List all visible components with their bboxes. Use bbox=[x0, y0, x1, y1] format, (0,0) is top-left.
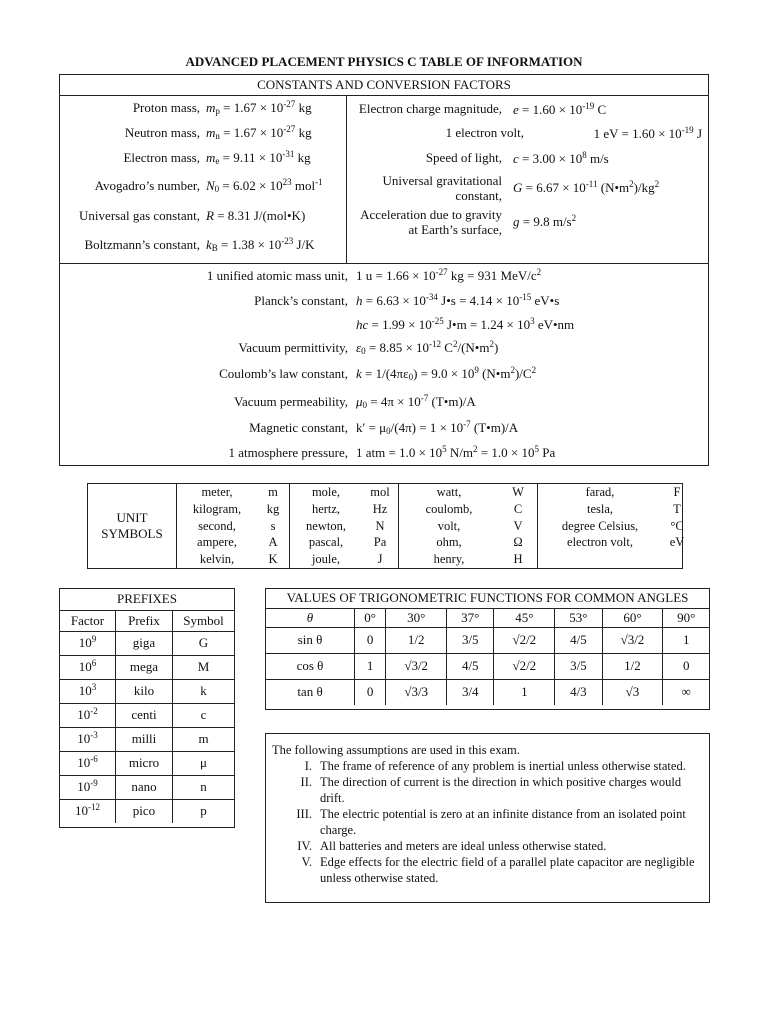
trig-column-header: θ bbox=[266, 608, 355, 627]
constant-value: 1 atm = $1.0 \times 10^5$ $N/m^2 = 1.0 \times 10^5$ Pa bbox=[356, 444, 556, 460]
unit-symbols-label: UNIT SYMBOLS bbox=[88, 484, 177, 568]
trig-row bbox=[266, 627, 709, 653]
trig-value: √3 bbox=[602, 679, 663, 705]
unit-symbol bbox=[290, 518, 398, 535]
constants-left-column bbox=[60, 96, 347, 263]
unit-abbrev: s bbox=[270, 518, 276, 533]
trig-value: 0 bbox=[355, 679, 386, 705]
constants-right-column bbox=[347, 96, 708, 263]
constant-value: g = 9.8 $m/s^2$ bbox=[513, 213, 577, 229]
constant-value: $e = 1.60 \times 10^{-19}$ C bbox=[513, 101, 607, 117]
unit-abbrev: eV bbox=[669, 535, 685, 550]
constant-value: $m_p = 1.67 \times 10^{-27}$ kg bbox=[206, 99, 312, 116]
unit-symbol bbox=[177, 518, 289, 535]
constant-value: R = 8.31 J/(mol•K) bbox=[206, 208, 306, 223]
unit-symbol bbox=[399, 534, 537, 551]
prefix-symbol: G bbox=[173, 631, 235, 655]
prefix-factor: $10^3$ bbox=[60, 679, 116, 703]
unit-symbol bbox=[290, 484, 398, 501]
trig-column-header: 30° bbox=[386, 608, 447, 627]
trig-value: 3/5 bbox=[447, 627, 494, 653]
unit-symbol bbox=[290, 551, 398, 568]
unit-name: electron volt, bbox=[567, 535, 633, 550]
constant-label: Avogadro’s number, bbox=[94, 178, 200, 193]
trig-function: cos θ bbox=[266, 653, 355, 679]
constant-value: 1 eV = $1.60 \times 10^{-19}$ J bbox=[593, 125, 702, 141]
prefix-factor: $10^{-3}$ bbox=[60, 727, 116, 751]
unit-name: degree Celsius, bbox=[561, 518, 639, 533]
trig-table bbox=[265, 588, 710, 710]
trig-value: ∞ bbox=[663, 679, 709, 705]
assumption-text: The frame of reference of any problem is inertial unless otherwise stated. bbox=[320, 759, 686, 773]
trig-column-header: 45° bbox=[494, 608, 555, 627]
assumption-text: The electric potential is zero at an infinite distance from an isolated point charge. bbox=[320, 807, 686, 837]
trig-column-header: 53° bbox=[555, 608, 602, 627]
unit-name: joule, bbox=[311, 552, 341, 567]
trig-function: tan θ bbox=[266, 679, 355, 705]
prefixes-heading: PREFIXES bbox=[60, 589, 234, 610]
assumptions-list bbox=[272, 758, 703, 886]
trig-value: √3/3 bbox=[386, 679, 447, 705]
constant-value: $m_n = 1.67 \times 10^{-27}$ kg bbox=[206, 124, 312, 141]
prefix-factor: $10^{-9}$ bbox=[60, 775, 116, 799]
prefix-factor: $10^6$ bbox=[60, 655, 116, 679]
assumption-item bbox=[272, 838, 703, 854]
prefix-row bbox=[60, 799, 234, 823]
constant-label: Acceleration due to gravity at Earth’s surface, bbox=[360, 207, 502, 237]
constant-label: 1 atmosphere pressure, bbox=[228, 445, 348, 460]
prefix-symbol: m bbox=[173, 727, 235, 751]
trig-value: 0 bbox=[663, 653, 709, 679]
assumption-item bbox=[272, 774, 703, 806]
assumptions-box bbox=[265, 733, 710, 903]
trig-value: 1 bbox=[355, 653, 386, 679]
trig-value: √3/2 bbox=[386, 653, 447, 679]
assumption-number: V. bbox=[301, 855, 312, 869]
unit-name: farad, bbox=[585, 485, 615, 499]
trig-row bbox=[266, 653, 709, 679]
unit-symbol bbox=[399, 501, 537, 518]
unit-abbrev: V bbox=[513, 518, 523, 533]
trig-row bbox=[266, 679, 709, 705]
prefix-factor: $10^{-6}$ bbox=[60, 751, 116, 775]
unit-abbrev: W bbox=[512, 485, 524, 499]
unit-abbrev: kg bbox=[266, 501, 280, 516]
constant-label: Neutron mass, bbox=[124, 125, 200, 140]
unit-symbol bbox=[538, 551, 692, 568]
unit-name: tesla, bbox=[586, 501, 614, 516]
constant-label: Proton mass, bbox=[132, 100, 200, 115]
prefix-symbol: n bbox=[173, 775, 235, 799]
trig-value: 1/2 bbox=[602, 653, 663, 679]
prefix-factor: $10^{-12}$ bbox=[60, 799, 116, 823]
unit-symbol bbox=[177, 484, 289, 501]
prefix-factor: $10^{-2}$ bbox=[60, 703, 116, 727]
unit-abbrev: A bbox=[268, 535, 278, 550]
trig-heading: VALUES OF TRIGONOMETRIC FUNCTIONS FOR COMMON ANGLES bbox=[266, 589, 709, 608]
unit-name: coulomb, bbox=[425, 501, 473, 516]
prefix-row bbox=[60, 727, 234, 751]
unit-name: mole, bbox=[311, 485, 341, 499]
unit-name: kelvin, bbox=[199, 552, 235, 567]
trig-value: 4/5 bbox=[555, 627, 602, 653]
unit-symbol bbox=[177, 551, 289, 568]
unit-name: second, bbox=[198, 518, 236, 533]
constant-value: 1 $u = 1.66 \times 10^{-27}$ kg = 931 MeV/$c^2$ bbox=[356, 267, 542, 283]
trig-column-header: 90° bbox=[663, 608, 709, 627]
trig-value: 4/5 bbox=[447, 653, 494, 679]
unit-symbol bbox=[399, 518, 537, 535]
unit-symbol bbox=[538, 484, 692, 501]
constant-value: $N_0 = 6.02 \times 10^{23}$ mol$^{-1}$ bbox=[206, 177, 323, 194]
unit-name: hertz, bbox=[311, 501, 341, 516]
trig-function: sin θ bbox=[266, 627, 355, 653]
constant-label: Universal gas constant, bbox=[79, 208, 200, 223]
constant-value: $m_e = 9.11 \times 10^{-31}$ kg bbox=[206, 149, 311, 166]
constants-bottom-section bbox=[60, 264, 708, 464]
unit-symbol bbox=[538, 518, 692, 535]
unit-abbrev: H bbox=[513, 552, 523, 567]
trig-value: √2/2 bbox=[494, 653, 555, 679]
prefix-symbol: μ bbox=[173, 751, 235, 775]
prefix-name: pico bbox=[116, 799, 173, 823]
trig-value: √2/2 bbox=[494, 627, 555, 653]
trig-value: 0 bbox=[355, 627, 386, 653]
prefix-column-header: Factor bbox=[60, 610, 116, 631]
constant-value: $\varepsilon_0 = 8.85 \times 10^{-12}$ $C^2/(N•m^2)$ bbox=[356, 339, 499, 356]
constant-label: Electron charge magnitude, bbox=[358, 101, 502, 116]
constant-label: Magnetic constant, bbox=[249, 420, 348, 435]
constant-label: Boltzmann’s constant, bbox=[84, 237, 200, 252]
constant-label: 1 unified atomic mass unit, bbox=[206, 268, 348, 283]
prefix-name: mega bbox=[116, 655, 173, 679]
unit-name: henry, bbox=[433, 552, 465, 567]
constant-label: 1 electron volt, bbox=[445, 125, 524, 140]
trig-column-header: 0° bbox=[355, 608, 386, 627]
unit-name: ampere, bbox=[197, 535, 237, 550]
unit-symbol bbox=[290, 501, 398, 518]
assumption-number: I. bbox=[304, 759, 312, 773]
prefix-row bbox=[60, 679, 234, 703]
prefix-symbol: p bbox=[173, 799, 235, 823]
prefix-name: kilo bbox=[116, 679, 173, 703]
unit-abbrev: K bbox=[268, 552, 278, 567]
unit-name: volt, bbox=[437, 518, 461, 533]
prefix-name: centi bbox=[116, 703, 173, 727]
constant-value: hc = $1.99 \times 10^{-25}$ J•m = $1.24 \times 10^3$ eV•nm bbox=[356, 316, 575, 332]
unit-abbrev: Hz bbox=[372, 501, 388, 516]
assumption-text: All batteries and meters are ideal unless otherwise stated. bbox=[320, 839, 607, 853]
unit-symbol bbox=[399, 551, 537, 568]
prefix-factor: $10^9$ bbox=[60, 631, 116, 655]
prefix-symbol: c bbox=[173, 703, 235, 727]
unit-name: pascal, bbox=[308, 535, 344, 550]
prefix-column-header: Prefix bbox=[116, 610, 173, 631]
unit-name: newton, bbox=[306, 518, 346, 533]
unit-abbrev: N bbox=[375, 518, 385, 533]
constant-label: Electron mass, bbox=[123, 150, 200, 165]
prefix-column-header: Symbol bbox=[173, 610, 235, 631]
unit-column bbox=[399, 484, 538, 568]
assumption-number: III. bbox=[296, 807, 312, 821]
unit-symbol bbox=[177, 534, 289, 551]
prefix-name: giga bbox=[116, 631, 173, 655]
prefix-name: micro bbox=[116, 751, 173, 775]
prefix-symbol: M bbox=[173, 655, 235, 679]
assumption-item bbox=[272, 806, 703, 838]
prefix-name: milli bbox=[116, 727, 173, 751]
prefix-row bbox=[60, 751, 234, 775]
unit-name: watt, bbox=[436, 485, 462, 499]
constant-label: Vacuum permittivity, bbox=[238, 340, 348, 355]
unit-abbrev: C bbox=[513, 501, 523, 516]
assumption-number: II. bbox=[300, 775, 312, 789]
unit-symbol bbox=[177, 501, 289, 518]
unit-symbol bbox=[399, 484, 537, 501]
unit-column bbox=[290, 484, 399, 568]
constant-value: $k' = \mu_0/(4\pi) = 1 \times 10^{-7}$ (T•m)/A bbox=[356, 419, 519, 436]
trig-value: 3/4 bbox=[447, 679, 494, 705]
constant-label: Planck’s constant, bbox=[254, 293, 348, 308]
unit-abbrev: mol bbox=[370, 485, 390, 499]
trig-value: 1 bbox=[663, 627, 709, 653]
assumption-number: IV. bbox=[297, 839, 312, 853]
trig-column-header: 37° bbox=[447, 608, 494, 627]
prefix-row bbox=[60, 775, 234, 799]
constant-label: Speed of light, bbox=[425, 150, 502, 165]
constants-heading: CONSTANTS AND CONVERSION FACTORS bbox=[60, 75, 708, 96]
unit-symbol bbox=[290, 534, 398, 551]
constant-label: Universal gravitational constant, bbox=[382, 173, 502, 203]
unit-column bbox=[538, 484, 692, 568]
unit-abbrev: F bbox=[673, 485, 681, 499]
unit-name: kilogram, bbox=[192, 501, 242, 516]
trig-value: 1 bbox=[494, 679, 555, 705]
constant-value: $G = 6.67 \times 10^{-11}$ $(N•m^2)/kg^2$ bbox=[513, 179, 660, 195]
constants-box bbox=[59, 74, 709, 466]
prefixes-table bbox=[59, 588, 235, 828]
assumption-item bbox=[272, 758, 703, 774]
constants-top-section bbox=[60, 96, 708, 264]
unit-abbrev: Pa bbox=[373, 535, 387, 550]
unit-abbrev: °C bbox=[670, 518, 684, 533]
prefix-row bbox=[60, 655, 234, 679]
unit-name: ohm, bbox=[436, 535, 462, 550]
constant-value: $k_B = 1.38 \times 10^{-23}$ J/K bbox=[206, 236, 315, 253]
unit-symbol bbox=[538, 501, 692, 518]
unit-symbols-box bbox=[87, 483, 683, 569]
constant-value: $\mu_0 = 4\pi \times 10^{-7}$ (T•m)/A bbox=[356, 393, 476, 410]
assumption-text: Edge effects for the electric field of a parallel plate capacitor are negligible unless otherwise stated. bbox=[320, 855, 695, 885]
unit-abbrev: m bbox=[268, 485, 278, 499]
prefix-symbol: k bbox=[173, 679, 235, 703]
prefix-name: nano bbox=[116, 775, 173, 799]
trig-column-header: 60° bbox=[602, 608, 663, 627]
prefix-row bbox=[60, 703, 234, 727]
unit-symbol bbox=[538, 534, 692, 551]
prefix-row bbox=[60, 631, 234, 655]
trig-value: √3/2 bbox=[602, 627, 663, 653]
unit-abbrev: J bbox=[377, 552, 383, 567]
unit-name: meter, bbox=[201, 485, 233, 499]
unit-abbrev: Ω bbox=[513, 535, 523, 550]
unit-abbrev: T bbox=[673, 501, 681, 516]
assumptions-intro: The following assumptions are used in this exam. bbox=[272, 743, 520, 757]
page-title: ADVANCED PLACEMENT PHYSICS C TABLE OF INFORMATION bbox=[185, 54, 583, 69]
assumption-item bbox=[272, 854, 703, 886]
constant-value: $h = 6.63 \times 10^{-34}$ J•s = $4.14 \times 10^{-15}$ eV•s bbox=[356, 292, 560, 308]
trig-value: 4/3 bbox=[555, 679, 602, 705]
constant-value: $c = 3.00 \times 10^8$ m/s bbox=[513, 150, 609, 166]
constant-label: Vacuum permeability, bbox=[234, 394, 348, 409]
constant-value: $k = 1/(4\pi\varepsilon_0) = 9.0 \times 10^9$ $(N•m^2)/C^2$ bbox=[356, 365, 537, 382]
assumption-text: The direction of current is the direction in which positive charges would drift. bbox=[320, 775, 682, 805]
trig-value: 1/2 bbox=[386, 627, 447, 653]
trig-value: 3/5 bbox=[555, 653, 602, 679]
constant-label: Coulomb’s law constant, bbox=[219, 366, 348, 381]
unit-column bbox=[177, 484, 290, 568]
